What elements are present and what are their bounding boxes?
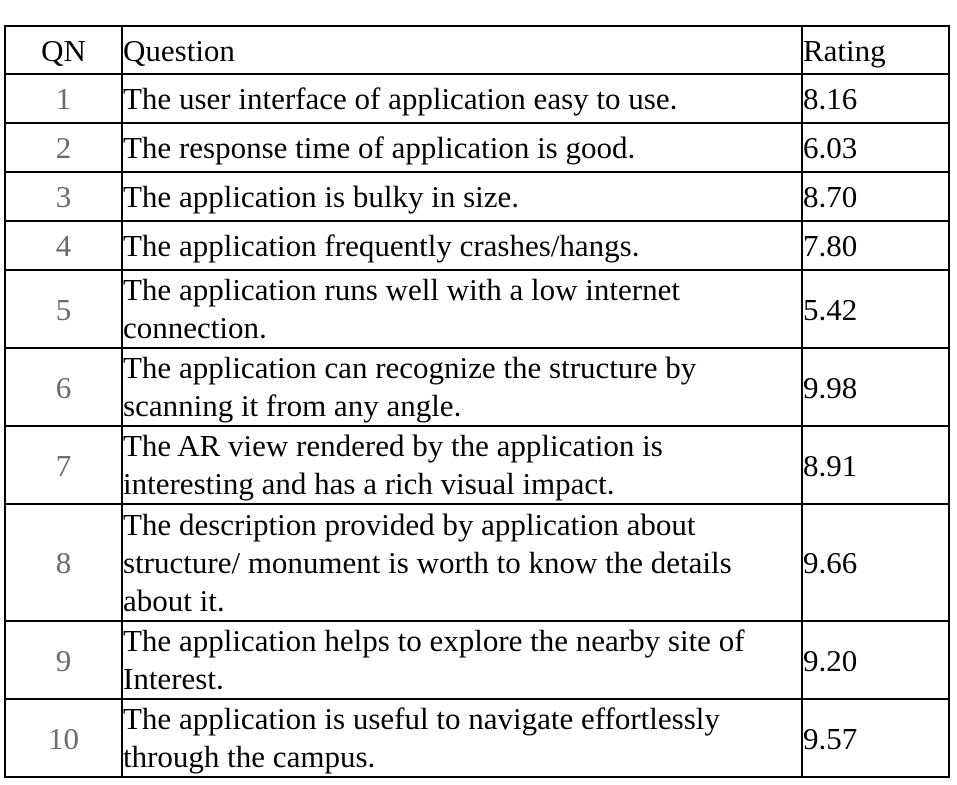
question-number: 1 [5, 74, 122, 123]
table-row [5, 221, 949, 270]
rating-value: 7.80 [802, 221, 949, 270]
rating-value: 9.57 [802, 699, 949, 777]
table-row [5, 348, 949, 426]
table-row [5, 621, 949, 699]
question-number: 9 [5, 621, 122, 699]
question-text: The AR view rendered by the application is interesting and has a rich visual impact. [122, 426, 802, 504]
question-text: The application helps to explore the nearby site of Interest. [122, 621, 802, 699]
rating-value: 9.20 [802, 621, 949, 699]
rating-value: 5.42 [802, 270, 949, 348]
rating-value: 6.03 [802, 123, 949, 172]
question-number: 2 [5, 123, 122, 172]
rating-value: 9.66 [802, 504, 949, 621]
rating-value: 8.70 [802, 172, 949, 221]
rating-value: 8.91 [802, 426, 949, 504]
question-number: 10 [5, 699, 122, 777]
question-text: The response time of application is good. [122, 123, 802, 172]
question-column-header: Question [122, 26, 802, 74]
table-row [5, 504, 949, 621]
rating-value: 8.16 [802, 74, 949, 123]
qn-column-header: QN [5, 26, 122, 74]
question-text: The user interface of application easy to use. [122, 74, 802, 123]
question-text: The application can recognize the structure by scanning it from any angle. [122, 348, 802, 426]
question-text: The application runs well with a low internet connection. [122, 270, 802, 348]
question-number: 8 [5, 504, 122, 621]
question-text: The application is bulky in size. [122, 172, 802, 221]
table-header-row [5, 26, 949, 74]
question-number: 5 [5, 270, 122, 348]
table-row [5, 123, 949, 172]
question-text: The application is useful to navigate effortlessly through the campus. [122, 699, 802, 777]
rating-value: 9.98 [802, 348, 949, 426]
table-row [5, 699, 949, 777]
question-number: 4 [5, 221, 122, 270]
rating-column-header: Rating [802, 26, 949, 74]
rating-table [4, 25, 950, 778]
question-number: 7 [5, 426, 122, 504]
table-row [5, 172, 949, 221]
table-row [5, 74, 949, 123]
question-number: 6 [5, 348, 122, 426]
table-row [5, 270, 949, 348]
question-number: 3 [5, 172, 122, 221]
table-row [5, 426, 949, 504]
question-text: The application frequently crashes/hangs. [122, 221, 802, 270]
question-text: The description provided by application about structure/ monument is worth to know the details about it. [122, 504, 802, 621]
